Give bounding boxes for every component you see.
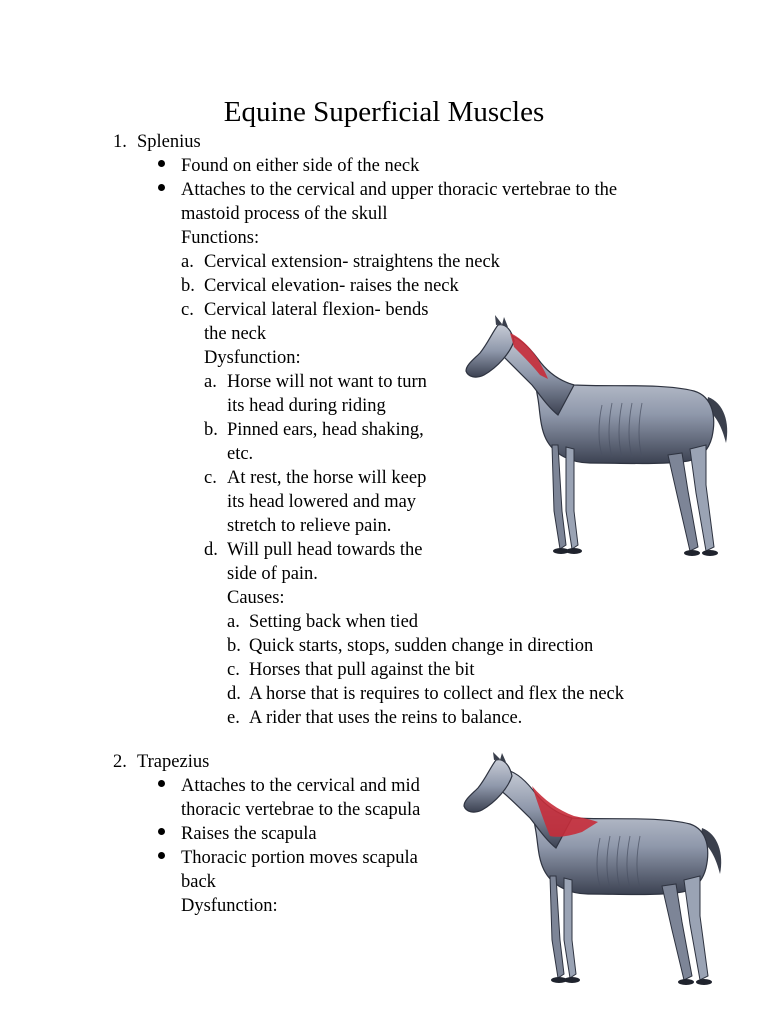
dysfunction-label: Dysfunction: <box>204 348 301 368</box>
dysfunction-item-cont: etc. <box>227 444 254 464</box>
bullet-icon <box>158 828 165 835</box>
horse-icon <box>466 315 727 556</box>
section-1-heading: Splenius <box>137 132 201 152</box>
section-2-bullet: Thoracic portion moves scapula <box>181 848 418 868</box>
list-marker: e. <box>227 708 240 728</box>
cause-item: A horse that is requires to collect and flex the neck <box>249 684 625 704</box>
section-1-bullet: Found on either side of the neck <box>181 156 420 176</box>
dysfunction-item: Will pull head towards the <box>227 540 423 560</box>
horse-icon <box>464 752 721 985</box>
list-marker: d. <box>227 684 241 704</box>
horse-splenius-illustration <box>462 315 734 565</box>
list-marker: c. <box>181 300 194 320</box>
list-marker: b. <box>227 636 241 656</box>
section-2-bullet-cont: thoracic vertebrae to the scapula <box>181 800 421 820</box>
dysfunction-item-cont: its head lowered and may <box>227 492 417 512</box>
functions-label: Functions: <box>181 228 260 248</box>
section-1-bullet: Attaches to the cervical and upper thoracic vertebrae to the <box>181 180 618 200</box>
list-marker: c. <box>227 660 240 680</box>
causes-label: Causes: <box>227 588 285 608</box>
section-1-bullet-cont: mastoid process of the skull <box>181 204 388 224</box>
section-2-bullet-cont: back <box>181 872 216 892</box>
bullet-icon <box>158 780 165 787</box>
bullet-icon <box>158 184 165 191</box>
cause-item: A rider that uses the reins to balance. <box>249 708 523 728</box>
cause-item: Setting back when tied <box>249 612 419 632</box>
function-item: Cervical lateral flexion- bends <box>204 300 429 320</box>
list-marker: d. <box>204 540 218 560</box>
function-item: Cervical elevation- raises the neck <box>204 276 459 296</box>
cause-item: Horses that pull against the bit <box>249 660 475 680</box>
dysfunction-item-cont: stretch to relieve pain. <box>227 516 392 536</box>
dysfunction-item: Pinned ears, head shaking, <box>227 420 424 440</box>
list-marker: c. <box>204 468 217 488</box>
function-item-cont: the neck <box>204 324 267 344</box>
dysfunction-item-cont: its head during riding <box>227 396 386 416</box>
section-2-heading: Trapezius <box>137 752 210 772</box>
page-title: Equine Superficial Muscles <box>223 96 545 128</box>
list-marker: b. <box>181 276 195 296</box>
bullet-icon <box>158 160 165 167</box>
dysfunction-item: Horse will not want to turn <box>227 372 427 392</box>
section-2-number: 2. <box>113 752 127 772</box>
dysfunction-item: At rest, the horse will keep <box>227 468 427 488</box>
bullet-icon <box>158 852 165 859</box>
section-2-bullet: Raises the scapula <box>181 824 317 844</box>
list-marker: b. <box>204 420 218 440</box>
section-2-dysfunction-label: Dysfunction: <box>181 896 278 916</box>
list-marker: a. <box>181 252 194 272</box>
horse-trapezius-illustration <box>462 752 734 992</box>
list-marker: a. <box>204 372 217 392</box>
dysfunction-item-cont: side of pain. <box>227 564 318 584</box>
list-marker: a. <box>227 612 240 632</box>
section-2-bullet: Attaches to the cervical and mid <box>181 776 420 796</box>
section-1-number: 1. <box>113 132 127 152</box>
cause-item: Quick starts, stops, sudden change in direction <box>249 636 594 656</box>
function-item: Cervical extension- straightens the neck <box>204 252 500 272</box>
